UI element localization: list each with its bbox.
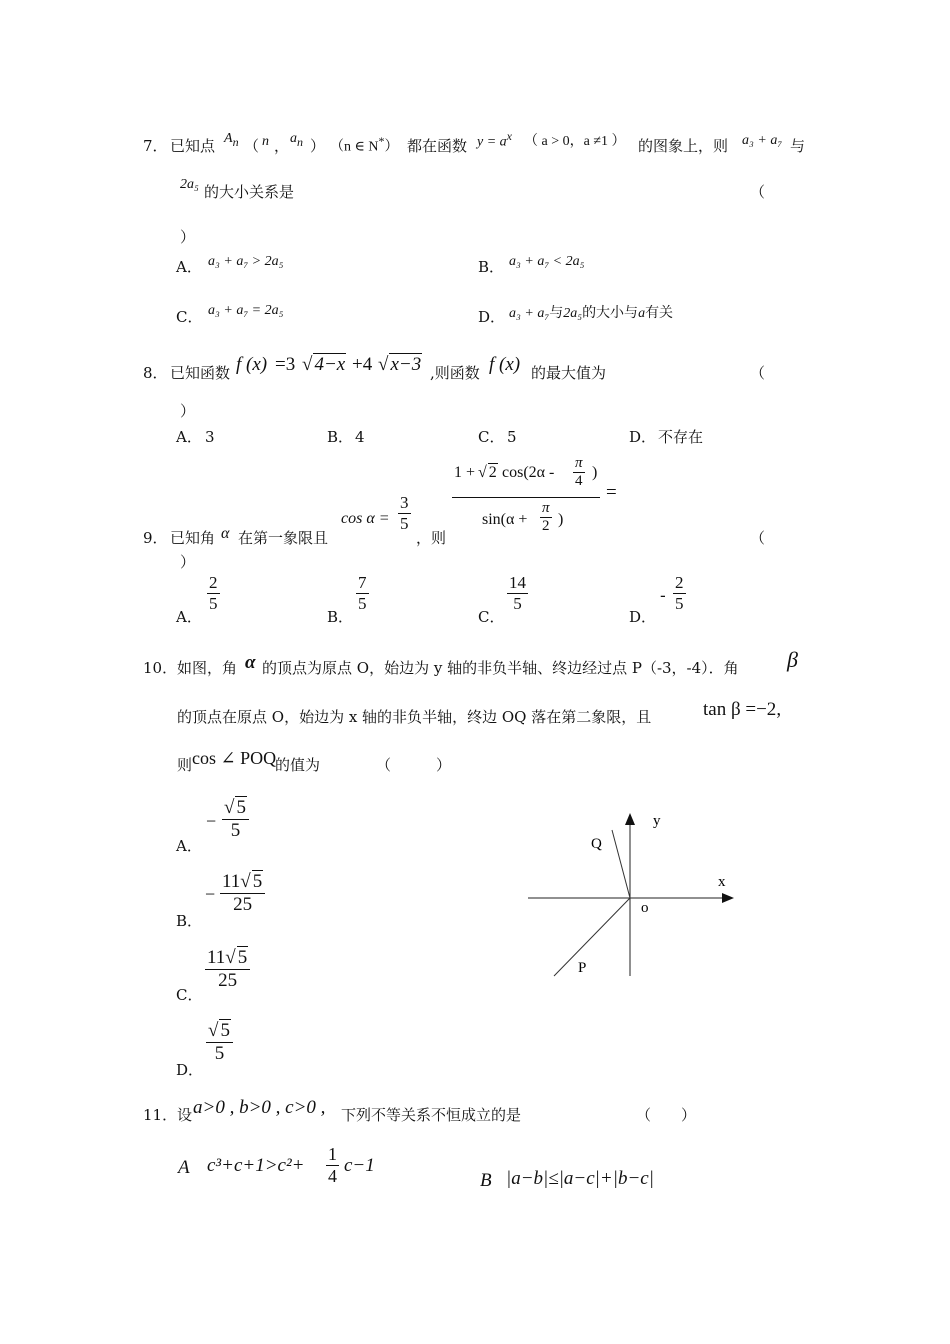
sqrt-two: √ 2 (478, 464, 497, 481)
math-function: $y = a^x$ (477, 129, 512, 150)
question-text: 已知角 (170, 529, 216, 547)
fraction-numerator (452, 455, 600, 497)
ray-oq (612, 830, 630, 898)
question-number: 8． (143, 364, 168, 382)
label-y: y (653, 813, 661, 829)
paren: （ (244, 137, 260, 155)
option-label: C． (478, 428, 505, 446)
math-function: f (x) (489, 354, 521, 375)
math-symbol: α (245, 652, 256, 673)
den-part: sin(α + (482, 511, 528, 528)
math-expr: a₃ + a₇ (742, 133, 783, 148)
question-text: 则 (177, 756, 193, 774)
math-condition: （n ∈ N*） (330, 134, 399, 155)
option-label: A． (176, 258, 202, 276)
option-label: A． (176, 837, 202, 855)
question-text: 的最大值为 (531, 364, 607, 382)
question-text: 在第一象限且 (238, 529, 329, 547)
option-text: 3 (205, 428, 215, 446)
question-text: ,则函数 (430, 364, 480, 382)
question-text: 的顶点在原点 O，始边为 x 轴的非负半轴，终边 OQ 落在第二象限，且 (177, 708, 652, 726)
option-label: C． (176, 986, 203, 1004)
option-label: B． (176, 912, 203, 930)
equals-sign: = (606, 482, 617, 503)
label-q: Q (591, 836, 602, 852)
option-label: A (178, 1157, 190, 1178)
option-fraction: $\frac{11√ 5}{25}$ (220, 872, 265, 915)
option-text: a₃ + a₇与2a₅的大小与a有关 (509, 305, 674, 321)
minus-sign: - (660, 586, 666, 606)
comma: ， (274, 137, 290, 155)
answer-paren: ） (180, 228, 196, 246)
option-label: B． (327, 608, 354, 626)
option-text: 不存在 (658, 428, 704, 446)
coordinate-figure (520, 800, 750, 990)
math-expr: 2a₅ (180, 177, 199, 192)
math-expr: =3 (275, 354, 296, 375)
question-text: 与 (790, 137, 806, 155)
option-text: a₃ + a₇ > 2a₅ (208, 254, 284, 269)
num-part: 1 + (454, 464, 476, 481)
math-point: $A_n$ (224, 131, 239, 149)
option-label: A． (176, 608, 202, 626)
pi-over-two: π 2 (542, 500, 550, 534)
minus-sign: − (206, 811, 217, 831)
option-label: D． (629, 428, 657, 446)
tan-expr: tan β =−2, (703, 699, 782, 720)
answer-paren: （ (750, 529, 766, 547)
option-text: 4 (355, 428, 365, 446)
label-o: o (641, 900, 649, 916)
option-label: D． (478, 308, 506, 326)
option-text: a₃ + a₇ = 2a₅ (208, 303, 284, 318)
math-expr: +4 (352, 354, 373, 375)
big-fraction (452, 455, 600, 540)
math-function: f (x) (236, 354, 268, 375)
option-text: c³+c+1>c²+ (207, 1155, 305, 1176)
question-text: 已知函数 (170, 364, 231, 382)
option-label: A． (176, 428, 202, 446)
option-label: B． (327, 428, 354, 446)
math-an: $a_n$ (290, 131, 303, 149)
math-symbol: β (787, 647, 798, 672)
option-label: D． (629, 608, 657, 626)
option-text: 5 (507, 428, 517, 446)
question-number: 7． (143, 137, 168, 155)
question-text: 的顶点为原点 O，始边为 y 轴的非负半轴、终边经过点 P（-3，-4）．角 (262, 659, 739, 677)
label-x: x (718, 874, 726, 890)
ray-op (554, 898, 630, 976)
option-text: a₃ + a₇ < 2a₅ (509, 254, 585, 269)
sqrt-expr: √ x−3 (378, 354, 422, 375)
question-text: 的大小关系是 (204, 183, 295, 201)
option-fraction: $\frac{2}{5}$ (675, 573, 684, 613)
option-label: C． (478, 608, 505, 626)
answer-paren: （ ） (636, 1106, 697, 1124)
math-expr: cos ∠ POQ (192, 748, 277, 768)
math-condition: a>0 , b>0 , c>0 , (193, 1097, 326, 1118)
math-condition: （ a > 0，a ≠1 ） (524, 134, 626, 149)
y-axis-arrow (625, 813, 635, 825)
option-text: c−1 (344, 1155, 375, 1176)
option-label: B (480, 1170, 492, 1191)
option-fraction: $\frac{√ 5}{5}$ (222, 798, 249, 841)
question-text: 都在函数 (407, 137, 468, 155)
option-fraction: $\frac{√ 5}{5}$ (206, 1021, 233, 1064)
option-fraction: $\frac{7}{5}$ (358, 573, 367, 613)
fraction-denominator (452, 498, 600, 540)
math-expr: cos α = (341, 510, 390, 527)
math-n: n (262, 134, 269, 149)
option-fraction: $\frac{14}{5}$ (509, 573, 526, 613)
minus-sign: − (205, 884, 216, 904)
num-part: cos(2α - (502, 464, 555, 481)
answer-paren: （ ） (376, 756, 452, 774)
option-label: C． (176, 308, 203, 326)
cos-fraction: $\frac{3}{5}$ (400, 493, 409, 533)
x-axis-arrow (722, 893, 734, 903)
sqrt-expr: √ 4−x (302, 354, 346, 375)
question-text: 如图，角 (177, 659, 238, 677)
answer-paren: ） (180, 402, 196, 420)
answer-paren: （ (750, 183, 766, 201)
answer-paren: ） (180, 553, 196, 571)
math-symbol: α (221, 525, 230, 542)
question-text: 的值为 (275, 756, 321, 774)
num-part: ) (592, 464, 598, 481)
label-p: P (578, 960, 587, 976)
option-fraction: $\frac{2}{5}$ (209, 573, 218, 613)
question-number: 9． (143, 529, 168, 547)
option-text: |a−b|≤|a−c|+|b−c| (506, 1168, 654, 1189)
question-text: ，则 (416, 529, 447, 547)
option-fraction: $\frac{11√ 5}{25}$ (205, 948, 250, 991)
pi-over-four: π 4 (575, 455, 583, 489)
option-fraction: $\frac{1}{4}$ (328, 1144, 337, 1186)
option-label: B． (478, 258, 505, 276)
question-text: 的图象上，则 (638, 137, 729, 155)
option-label: D． (176, 1061, 204, 1079)
question-number: 10． (143, 659, 178, 677)
question-text: 下列不等关系不恒成立的是 (341, 1106, 522, 1124)
paren: ） (310, 137, 326, 155)
answer-paren: （ (750, 364, 766, 382)
question-number: 11． (143, 1106, 178, 1124)
den-part: ) (558, 511, 564, 528)
question-text: 已知点 (170, 137, 216, 155)
question-text: 设 (177, 1106, 193, 1124)
